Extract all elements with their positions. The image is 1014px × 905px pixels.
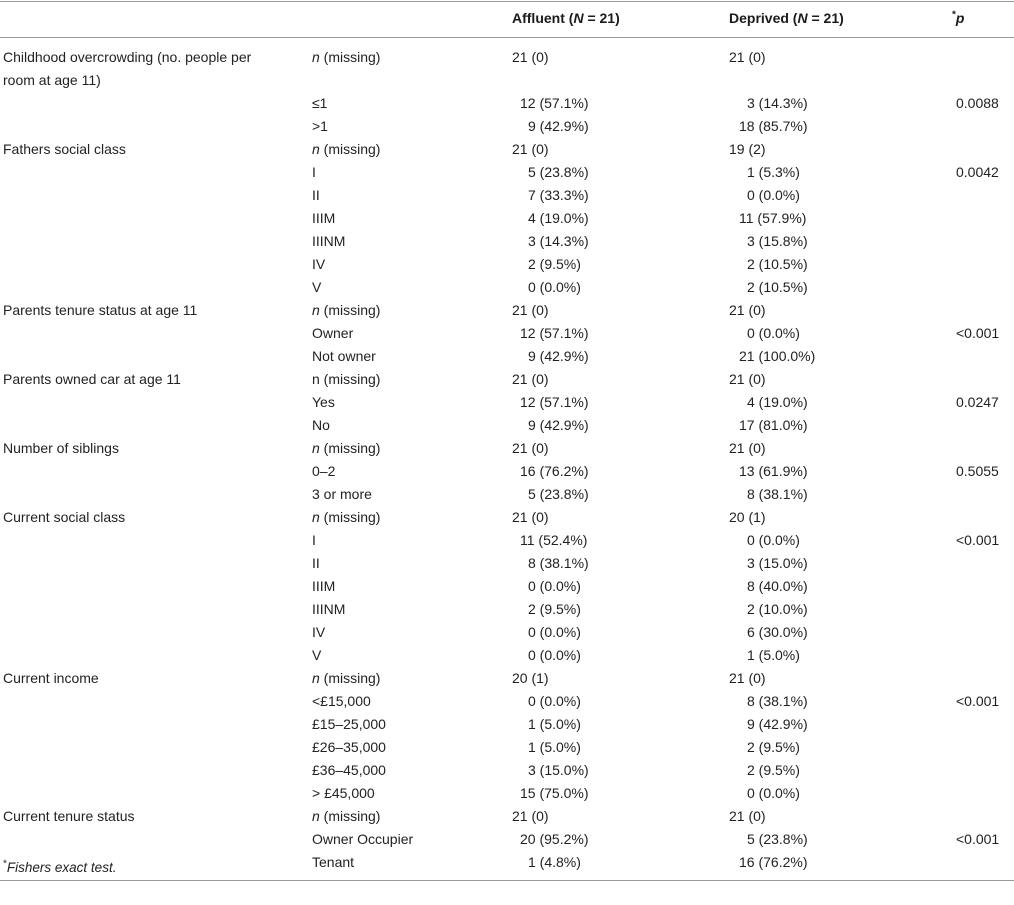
row-deprived-value: 9 (42.9%) (747, 716, 808, 732)
table-row (0, 690, 1014, 713)
row-category: n (missing) (312, 371, 381, 387)
table-row (0, 161, 1014, 184)
row-deprived-value: 17 (81.0%) (739, 417, 808, 433)
row-affluent-value: 5 (23.8%) (528, 486, 589, 502)
row-affluent-value: 1 (4.8%) (528, 854, 581, 870)
table-row (0, 598, 1014, 621)
row-affluent-value: 4 (19.0%) (528, 210, 589, 226)
row-affluent-value: 1 (5.0%) (528, 716, 581, 732)
row-deprived-value: 21 (0) (729, 440, 766, 456)
row-affluent-value: 21 (0) (512, 440, 549, 456)
table-row (0, 782, 1014, 805)
table-row (0, 805, 1014, 828)
row-affluent-value: 3 (14.3%) (528, 233, 589, 249)
row-deprived-value: 3 (14.3%) (747, 95, 808, 111)
row-category: Not owner (312, 348, 376, 364)
row-deprived-value: 1 (5.3%) (747, 164, 800, 180)
row-category: IIIM (312, 210, 336, 226)
table-row (0, 345, 1014, 368)
row-deprived-value: 1 (5.0%) (747, 647, 800, 663)
header-affluent: Affluent (N = 21) (512, 10, 620, 26)
row-affluent-value: 0 (0.0%) (528, 693, 581, 709)
row-deprived-value: 20 (1) (729, 509, 766, 525)
row-affluent-value: 11 (52.4%) (520, 532, 588, 548)
row-affluent-value: 15 (75.0%) (520, 785, 589, 801)
row-deprived-value: 21 (0) (729, 670, 766, 686)
row-category: £36–45,000 (312, 762, 386, 778)
row-variable-label: Current social class (3, 509, 126, 525)
row-affluent-value: 3 (15.0%) (528, 762, 589, 778)
row-deprived-value: 16 (76.2%) (739, 854, 808, 870)
row-category: >1 (312, 118, 328, 134)
row-affluent-value: 2 (9.5%) (528, 601, 581, 617)
table-row (0, 207, 1014, 230)
row-category: n (missing) (312, 670, 381, 686)
table-row (0, 575, 1014, 598)
row-affluent-value: 0 (0.0%) (528, 624, 581, 640)
row-category: Owner Occupier (312, 831, 414, 847)
row-p-value: 0.5055 (956, 463, 999, 479)
row-category: n (missing) (312, 302, 381, 318)
row-deprived-value: 21 (0) (729, 808, 766, 824)
row-affluent-value: 21 (0) (512, 49, 549, 65)
row-category: n (missing) (312, 49, 381, 65)
row-deprived-value: 0 (0.0%) (747, 785, 800, 801)
table-row (0, 621, 1014, 644)
table-row (0, 667, 1014, 690)
row-deprived-value: 21 (100.0%) (739, 348, 816, 364)
table-row (0, 138, 1014, 161)
row-category: > £45,000 (312, 785, 375, 801)
row-variable-label: Parents owned car at age 11 (3, 371, 181, 387)
row-affluent-value: 12 (57.1%) (520, 394, 589, 410)
row-deprived-value: 2 (10.5%) (747, 279, 808, 295)
row-deprived-value: 0 (0.0%) (747, 532, 800, 548)
row-affluent-value: 1 (5.0%) (528, 739, 581, 755)
row-category: I (312, 164, 316, 180)
row-category: IIIM (312, 578, 336, 594)
row-category: £15–25,000 (312, 716, 386, 732)
row-affluent-value: 12 (57.1%) (520, 95, 589, 111)
row-affluent-value: 2 (9.5%) (528, 256, 581, 272)
table-row (0, 713, 1014, 736)
row-affluent-value: 9 (42.9%) (528, 348, 589, 364)
row-category: IIINM (312, 601, 346, 617)
row-category: II (312, 555, 320, 571)
row-p-value: 0.0088 (956, 95, 999, 111)
table-row (0, 414, 1014, 437)
table-row (0, 92, 1014, 115)
table-row (0, 437, 1014, 460)
row-variable-label: Parents tenure status at age 11 (3, 302, 198, 318)
row-category: No (312, 417, 330, 433)
row-p-value: 0.0042 (956, 164, 999, 180)
row-category: ≤1 (312, 95, 328, 111)
table-row (0, 460, 1014, 483)
row-affluent-value: 5 (23.8%) (528, 164, 589, 180)
row-p-value: <0.001 (956, 693, 1000, 709)
row-category: V (312, 279, 322, 295)
row-category: IV (312, 256, 326, 272)
row-category: n (missing) (312, 808, 381, 824)
row-deprived-value: 21 (0) (729, 302, 766, 318)
row-deprived-value: 21 (0) (729, 371, 766, 387)
row-deprived-value: 6 (30.0%) (747, 624, 808, 640)
row-category: n (missing) (312, 141, 381, 157)
row-p-value: <0.001 (956, 831, 1000, 847)
row-deprived-value: 2 (9.5%) (747, 739, 800, 755)
row-variable-label: Number of siblings (3, 440, 119, 456)
row-deprived-value: 3 (15.0%) (747, 555, 808, 571)
table-row (0, 851, 1014, 874)
row-deprived-value: 2 (10.0%) (747, 601, 808, 617)
row-variable-label: Childhood overcrowding (no. people per room at age 11) (3, 49, 252, 88)
row-p-value: 0.0247 (956, 394, 999, 410)
row-affluent-value: 20 (1) (512, 670, 549, 686)
row-deprived-value: 3 (15.8%) (747, 233, 808, 249)
row-deprived-value: 11 (57.9%) (739, 210, 807, 226)
row-category: n (missing) (312, 509, 381, 525)
row-category: Tenant (312, 854, 355, 870)
row-category: <£15,000 (312, 693, 371, 709)
table-row (0, 506, 1014, 529)
table-row (0, 759, 1014, 782)
table-row (0, 46, 1014, 88)
row-affluent-value: 7 (33.3%) (528, 187, 589, 203)
row-deprived-value: 8 (38.1%) (747, 693, 808, 709)
row-affluent-value: 21 (0) (512, 808, 549, 824)
row-category: IV (312, 624, 326, 640)
table-header-row (0, 7, 1014, 31)
row-affluent-value: 9 (42.9%) (528, 118, 589, 134)
row-affluent-value: 8 (38.1%) (528, 555, 589, 571)
table-row (0, 276, 1014, 299)
row-affluent-value: 20 (95.2%) (520, 831, 589, 847)
row-affluent-value: 16 (76.2%) (520, 463, 589, 479)
table-row (0, 644, 1014, 667)
row-affluent-value: 21 (0) (512, 302, 549, 318)
header-deprived: Deprived (N = 21) (729, 10, 844, 26)
table-footnote: *Fishers exact test. (3, 858, 117, 875)
table-row (0, 736, 1014, 759)
row-affluent-value: 21 (0) (512, 371, 549, 387)
table-row (0, 483, 1014, 506)
table-row (0, 322, 1014, 345)
header-rule (0, 37, 1014, 38)
header-p-value: *p (952, 9, 965, 26)
row-deprived-value: 2 (10.5%) (747, 256, 808, 272)
row-p-value: <0.001 (956, 325, 1000, 341)
row-affluent-value: 12 (57.1%) (520, 325, 589, 341)
row-deprived-value: 2 (9.5%) (747, 762, 800, 778)
row-affluent-value: 21 (0) (512, 509, 549, 525)
row-category: Owner (312, 325, 354, 341)
row-category: IIINM (312, 233, 346, 249)
row-deprived-value: 5 (23.8%) (747, 831, 808, 847)
row-deprived-value: 13 (61.9%) (739, 463, 808, 479)
table-row (0, 828, 1014, 851)
row-category: I (312, 532, 316, 548)
bottom-rule (0, 880, 1014, 881)
row-deprived-value: 0 (0.0%) (747, 187, 800, 203)
table-row (0, 115, 1014, 138)
row-deprived-value: 18 (85.7%) (739, 118, 808, 134)
row-category: V (312, 647, 322, 663)
table-row (0, 391, 1014, 414)
row-affluent-value: 0 (0.0%) (528, 647, 581, 663)
row-deprived-value: 4 (19.0%) (747, 394, 808, 410)
row-affluent-value: 0 (0.0%) (528, 279, 581, 295)
table-row (0, 299, 1014, 322)
table-row (0, 253, 1014, 276)
row-variable-label: Current tenure status (3, 808, 135, 824)
table-row (0, 230, 1014, 253)
row-category: 0–2 (312, 463, 336, 479)
row-affluent-value: 21 (0) (512, 141, 549, 157)
row-p-value: <0.001 (956, 532, 1000, 548)
table-row (0, 529, 1014, 552)
row-category: £26–35,000 (312, 739, 386, 755)
row-category: 3 or more (312, 486, 372, 502)
row-deprived-value: 8 (38.1%) (747, 486, 808, 502)
row-deprived-value: 8 (40.0%) (747, 578, 808, 594)
row-affluent-value: 0 (0.0%) (528, 578, 581, 594)
table-row (0, 184, 1014, 207)
row-category: II (312, 187, 320, 203)
row-deprived-value: 21 (0) (729, 49, 766, 65)
row-deprived-value: 0 (0.0%) (747, 325, 800, 341)
top-rule (0, 1, 1014, 2)
row-affluent-value: 9 (42.9%) (528, 417, 589, 433)
row-category: Yes (312, 394, 335, 410)
row-deprived-value: 19 (2) (729, 141, 766, 157)
row-variable-label: Current income (3, 670, 99, 686)
row-category: n (missing) (312, 440, 381, 456)
table-row (0, 368, 1014, 391)
row-variable-label: Fathers social class (3, 141, 126, 157)
table-row (0, 552, 1014, 575)
